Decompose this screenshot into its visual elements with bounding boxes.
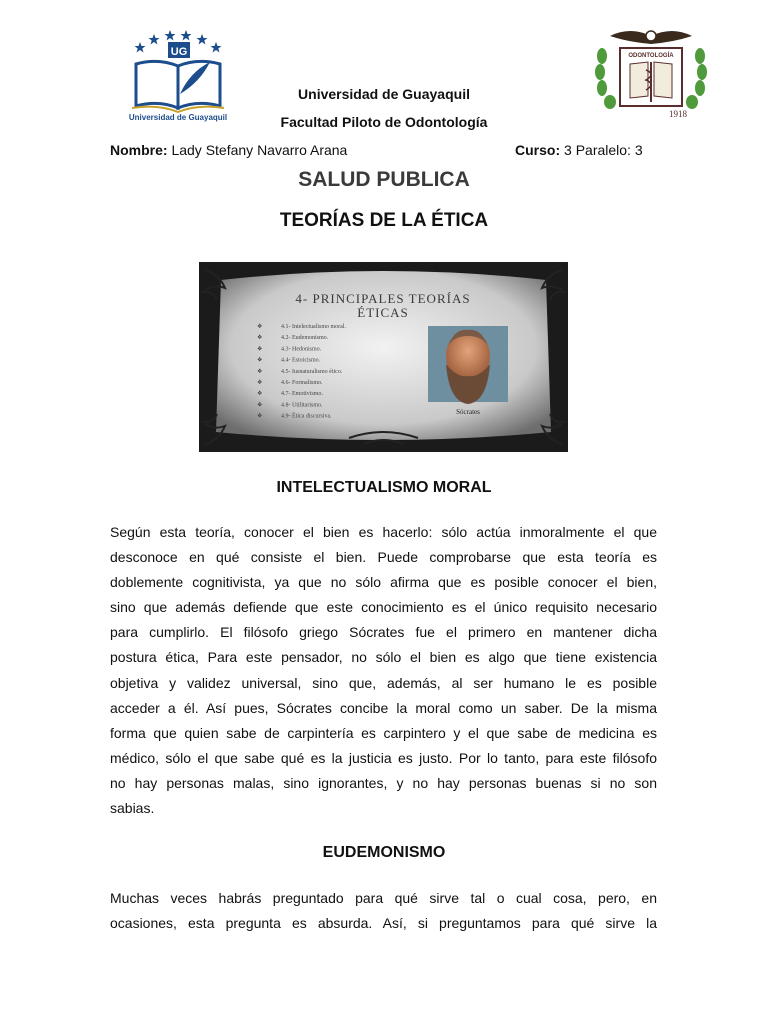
section-heading-eudemonismo: EUDEMONISMO [322, 844, 446, 861]
slide-bullet-icon: ❖ [257, 368, 263, 375]
slide-bullet-icon: ❖ [257, 391, 263, 398]
slide-bullet-icon: ❖ [257, 346, 263, 353]
curso-label: Curso: [515, 142, 561, 158]
paragraph-line: médico, sólo el que sabe qué es la justicia es justo. Por lo tanto, para este filósofo [110, 749, 657, 766]
slide-list-item: 4.4- Estoicismo. [281, 357, 321, 364]
slide-list-item: 4.8- Utilitarismo. [281, 402, 323, 409]
nombre-value: Lady Stefany Navarro Arana [171, 142, 348, 158]
slide-title-line2: ÉTICAS [357, 305, 409, 320]
paragraph-intelectualismo [110, 520, 657, 821]
svg-text:ODONTOLOGÍA: ODONTOLOGÍA [628, 53, 674, 59]
main-title: SALUD PUBLICA [298, 168, 470, 191]
slide-list-item: 4.1- Intelectualismo moral. [281, 324, 346, 330]
portrait-caption: Sócrates [456, 408, 480, 416]
svg-text:1918: 1918 [669, 109, 687, 119]
paragraph-line: desconoce en qué consiste el bien. Puede comprobarse que esta teoría es [110, 549, 657, 566]
paragraph-line: acceder a él. Así pues, Sócrates concibe la moral como un saber. De la misma [110, 699, 657, 716]
university-logo [118, 28, 238, 124]
eagle-wreath-seal-icon [590, 22, 712, 120]
paragraph-line: ocasiones, esta pregunta es absurda. Así, si preguntamos para qué sirve la [110, 915, 657, 932]
nombre-label: Nombre: [110, 142, 168, 158]
paragraph-line: doblemente cognitivista, ya que no sólo afirma que es posible conocer el bien, [110, 574, 657, 591]
slide-list-item: 4.2- Eudemonismo. [281, 335, 329, 342]
slide-bullet-icon: ❖ [257, 357, 263, 364]
university-name: Universidad de Guayaquil [298, 86, 470, 102]
section-heading-intelectualismo: INTELECTUALISMO MORAL [276, 479, 492, 496]
curso-value: 3 Paralelo: 3 [564, 142, 643, 158]
open-book-logo-icon [118, 28, 238, 124]
slide-list-item: 4.3- Hedonismo. [281, 346, 322, 353]
student-name-line [110, 142, 347, 158]
slide-list-item: 4.6- Formalismo. [281, 380, 323, 386]
slide-bullet-icon: ❖ [257, 324, 263, 330]
svg-text:Universidad de Guayaquil: Universidad de Guayaquil [128, 113, 228, 122]
slide-list-item: 4.5- Iusnaturalismo ético. [281, 368, 343, 375]
paragraph-line: no hay personas malas, sino ignorantes, y no hay personas buenas si no son [110, 774, 657, 791]
paragraph-line: objetiva y validez universal, sino que, además, al ser humano le es posible [110, 674, 657, 691]
slide-title-line1: 4- PRINCIPALES TEORÍAS [295, 291, 471, 306]
paragraph-line: sino que además defiende que este conocimiento es el único requisito necesario [110, 599, 657, 616]
paragraph-line: Según esta teoría, conocer el bien es hacerlo: sólo actúa inmoralmente el que [110, 524, 657, 540]
paragraph-eudemonismo [110, 886, 657, 936]
slide-bullet-icon: ❖ [257, 380, 263, 386]
slide-bullet-icon: ❖ [257, 402, 263, 409]
slide-list-item: 4.7- Emotivismo. [281, 391, 323, 398]
paragraph-line: para cumplirlo. El filósofo griego Sócrates fue el primero en mantener dicha [110, 624, 657, 641]
paragraph-line: postura ética, Para este pensador, no sólo el bien es algo que tiene existencia [110, 649, 657, 666]
paragraph-line: Muchas veces habrás preguntado para qué sirve tal o cual cosa, pero, en [110, 890, 657, 906]
ethics-theories-slide [199, 262, 568, 452]
paragraph-line: forma que quien sabe de carpintería es carpintero y el que sabe de medicina es [110, 724, 657, 741]
slide-bullet-icon: ❖ [257, 413, 263, 420]
course-line [515, 142, 643, 158]
subtitle: TEORÍAS DE LA ÉTICA [279, 210, 489, 231]
paragraph-line: sabias. [110, 800, 155, 817]
slide-list-item: 4.9- Ética discursiva. [281, 413, 332, 420]
socrates-portrait [428, 326, 508, 404]
faculty-name: Facultad Piloto de Odontología [280, 114, 488, 130]
slide-bullet-icon: ❖ [257, 335, 263, 342]
svg-text:UG: UG [170, 46, 188, 58]
faculty-seal-logo [590, 22, 712, 120]
